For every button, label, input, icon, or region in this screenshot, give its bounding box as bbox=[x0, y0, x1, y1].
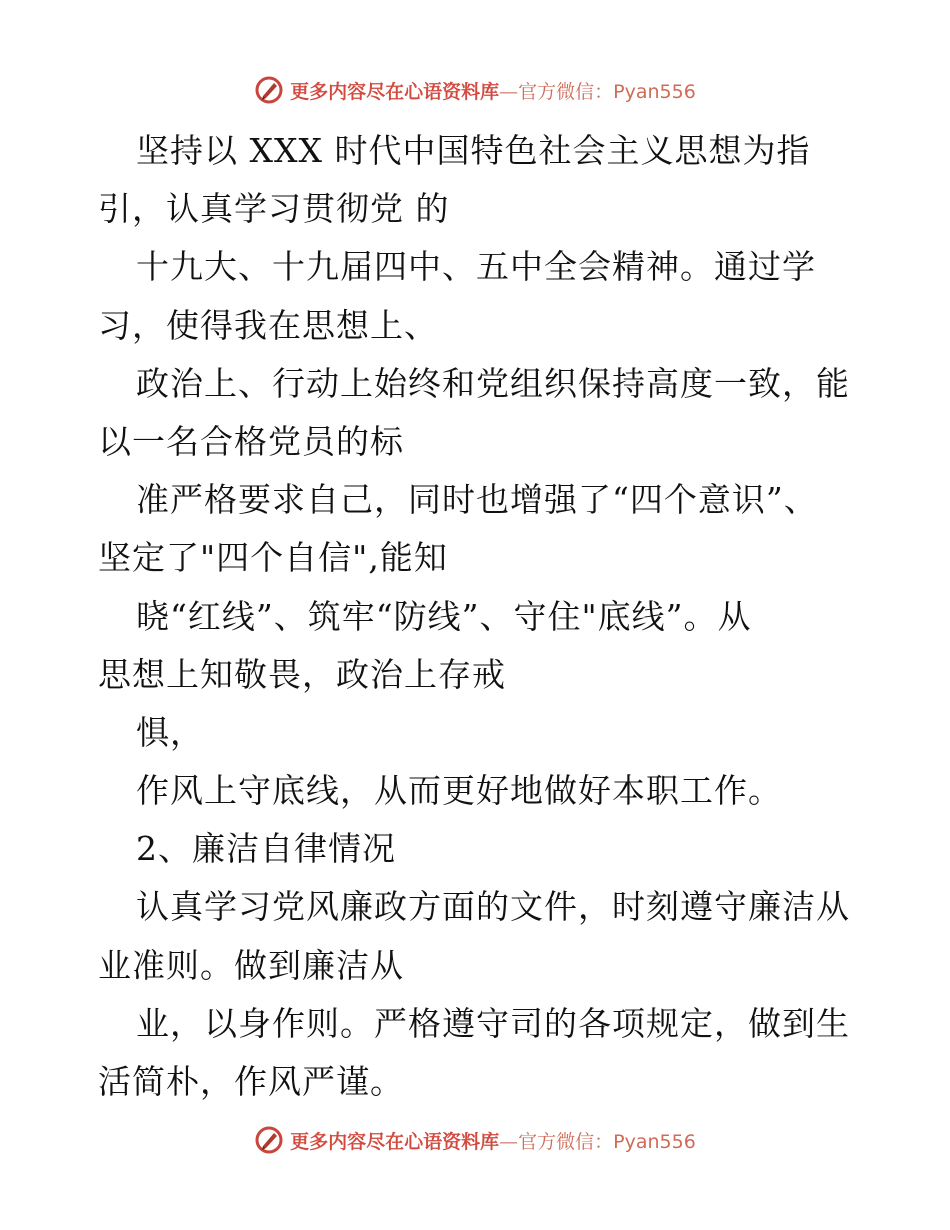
text-line: 坚持以 XXX 时代中国特色社会主义思想为指 bbox=[136, 131, 811, 170]
document-body bbox=[98, 122, 858, 1111]
banner-separator: — bbox=[499, 1130, 519, 1153]
text-line: 思想上知敬畏，政治上存戒 bbox=[98, 654, 506, 694]
text-line: 晓“红线”、筑牢“防线”、守住"底线”。从 bbox=[136, 596, 752, 636]
banner-wechat: 官方微信：Pyan556 bbox=[518, 1130, 696, 1153]
text-line: 认真学习党风廉政方面的文件，时刻遵守廉洁从 bbox=[136, 887, 850, 927]
banner-separator: — bbox=[499, 80, 519, 103]
pen-logo-icon bbox=[254, 75, 284, 105]
text-line: 习，使得我在思想上、 bbox=[98, 305, 438, 345]
banner-wechat: 官方微信：Pyan556 bbox=[518, 80, 696, 103]
text-line: 坚定了"四个自信",能知 bbox=[98, 538, 448, 578]
pen-logo-icon bbox=[254, 1125, 284, 1155]
text-line: 政治上、行动上始终和党组织保持高度一致，能 bbox=[136, 363, 850, 403]
text-line: 业，以身作则。严格遵守司的各项规定，做到生 bbox=[136, 1003, 850, 1043]
text-line: 以一名合格党员的标 bbox=[98, 421, 404, 461]
text-line: 惧， bbox=[136, 712, 204, 752]
banner-text bbox=[290, 77, 696, 104]
banner-text bbox=[290, 1127, 696, 1154]
header-watermark-banner bbox=[0, 70, 950, 110]
text-line: 准严格要求自己，同时也增强了“四个意识”、 bbox=[136, 480, 818, 520]
text-line: 2、廉洁自律情况 bbox=[136, 829, 396, 869]
text-line: 作风上守底线，从而更好地做好本职工作。 bbox=[136, 771, 782, 811]
footer-watermark-banner bbox=[0, 1120, 950, 1160]
banner-brand: 更多内容尽在心语资料库 bbox=[290, 80, 500, 103]
banner-brand: 更多内容尽在心语资料库 bbox=[290, 1130, 500, 1153]
text-line: 引，认真学习贯彻党 的 bbox=[98, 189, 450, 229]
text-line: 业准则。做到廉洁从 bbox=[98, 945, 404, 985]
text-line: 活简朴，作风严谨。 bbox=[98, 1062, 404, 1101]
text-line: 十九大、十九届四中、五中全会精神。通过学 bbox=[136, 247, 816, 287]
